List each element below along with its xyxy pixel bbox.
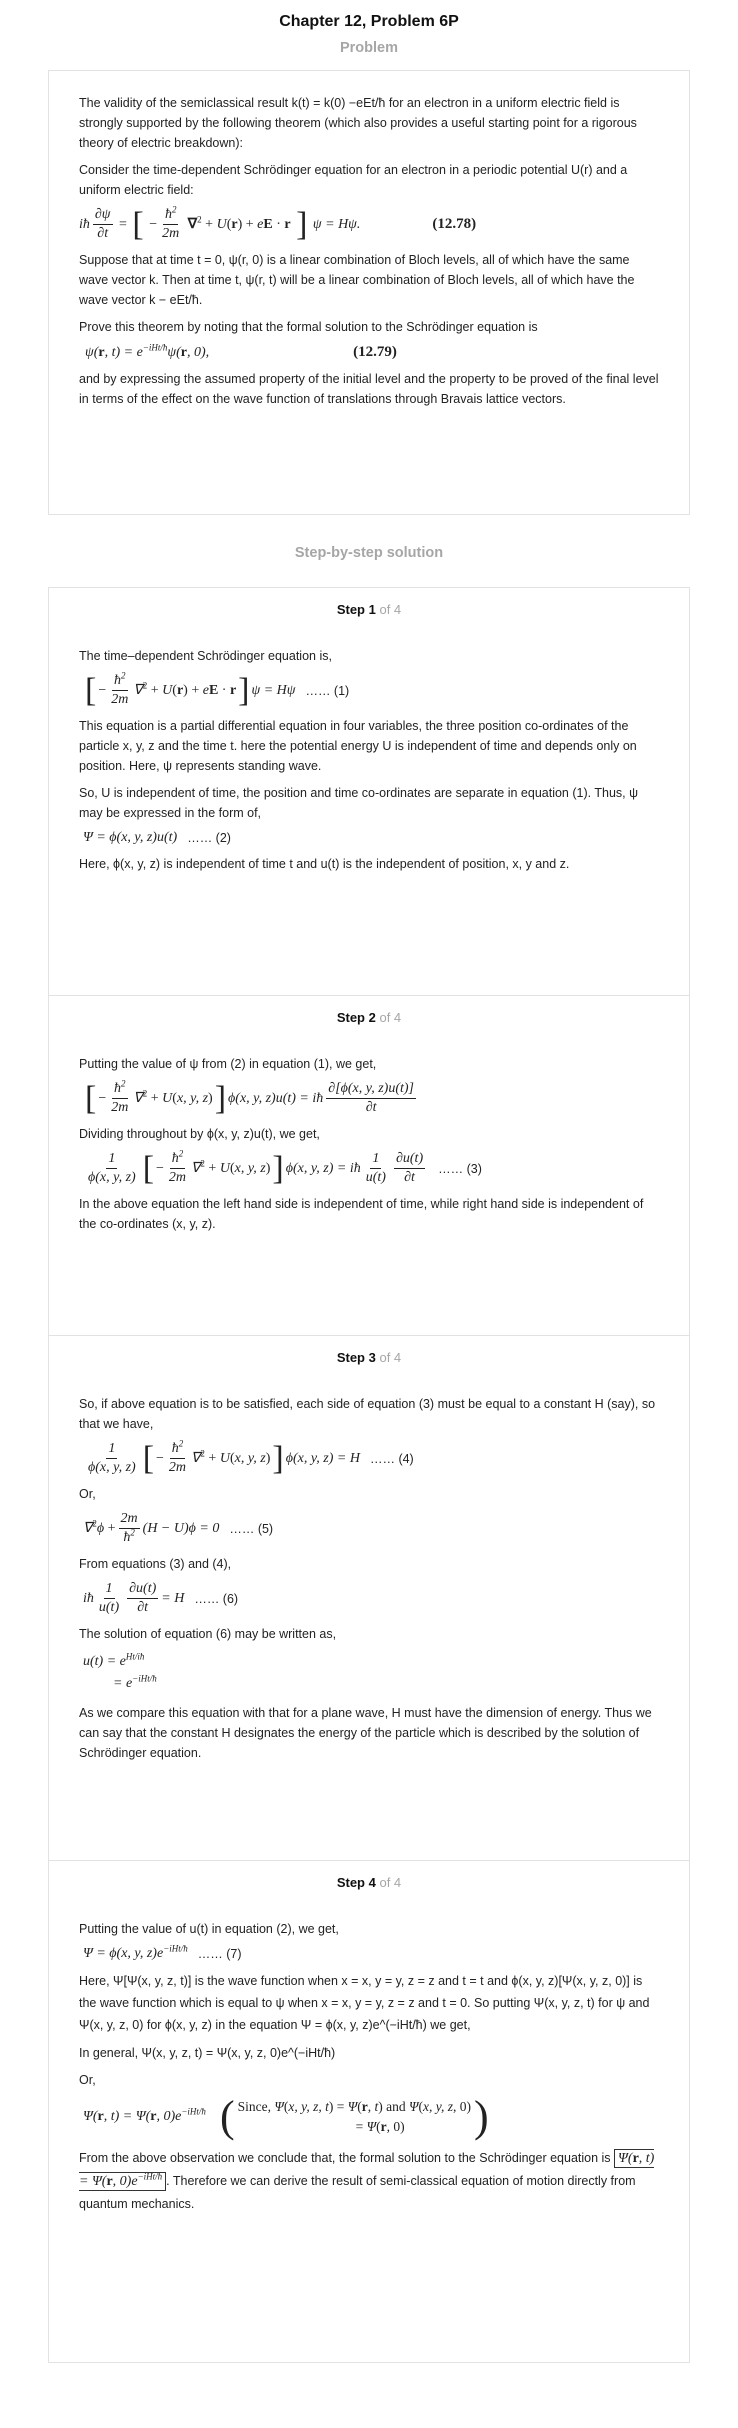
step-4-text-3: In general, Ψ(x, y, z, t) = Ψ(x, y, z, 0)e^(−iHt/ħ) <box>79 2046 336 2060</box>
step-4-equation-final: Ψ(r, t) = Ψ(r, $0)e^{-iHt/ħ}$ ( Since, Ψ(x, y, z, t) = Ψ(r, t) and Ψ(x, y, z, 0) = Ψ(r, 0) ) <box>83 2092 489 2141</box>
step-1-equation-2: Ψ = ϕ(x, y, z)u(t) …… (2) <box>83 830 231 845</box>
step-2-equation-1: [ − $\frac{ħ^2}{2m}$ ∇$^2$ + U(x, y, z) ] ϕ(x, y, z)u(t) = iħ $\frac{\partial[\phi(x, y, z)u(t)]}{\partial t}$ <box>85 1078 414 1117</box>
equation-label-12-78: (12.78) <box>432 216 477 232</box>
step-1-text-4: Here, ϕ(x, y, z) is independent of time t and u(t) is the independent of position, x, y and z. <box>79 857 570 871</box>
step-3-card <box>48 1336 690 1861</box>
step-4-text-4: From the above observation we conclude that, the formal solution to the Schrödinger equation is Ψ(r, t) = Ψ(r, $0)e^{-iHt/ħ}$ . Therefore we can derive the result of semi-classical equation of motion directly from quantum mechanics. <box>79 2151 655 2211</box>
step-3-text-4: As we compare this equation with that for a plane wave, H must have the dimension of energy. Thus we can say that the constant H designates the energy of the particle which is described by the solution of Schrödinger equation. <box>79 1706 652 1760</box>
step-4-text-2: Here, Ψ[Ψ(x, y, z, t)] is the wave function when x = x, y = y, z = z and t = t and ϕ(x, y, z)[Ψ(x, y, z, 0)] is the wave function which is equal to ψ when x = x, y = y, z = z and t = 0. So putting Ψ(x, y, z, t) for ψ and Ψ(x, y, z, 0) for ϕ(x, y, z) in the equation Ψ = ϕ(x, y, z)e^(−iHt/ħ) we get, <box>79 1974 650 2032</box>
equation-12-79: ψ(r, $t) = e^{-iHt/ħ}\psi(r$, 0), (12.79) <box>85 341 397 360</box>
step-1-equation-1: [ − $\frac{ħ^2}{2m}$ ∇$^2$ + U(r) + eE · r ] ψ = Hψ …… (1) <box>85 670 350 709</box>
step-3-text-3: The solution of equation (6) may be written as, <box>79 1627 337 1641</box>
step-3-equation-6: iħ $\frac{1}{u(t)}$ $\frac{\partial u(t)}{\partial t}$ = H …… (6) <box>83 1581 239 1615</box>
step-1-card <box>48 587 690 996</box>
step-3-text-2: From equations (3) and (4), <box>79 1557 232 1571</box>
step-2-card <box>48 996 690 1336</box>
step-2-text-1: Putting the value of ψ from (2) in equation (1), we get, <box>79 1057 377 1071</box>
problem-label: Problem <box>339 40 398 56</box>
solution-label: Step-by-step solution <box>294 545 444 561</box>
problem-text-1: The validity of the semiclassical result k(t) = k(0) −eEt/ħ for an electron in a uniform electric field is strongly supported by the following theorem (which also provides a useful starting point for a rigorous theory of electric breakdown): <box>79 96 637 150</box>
step-4-text-1: Putting the value of u(t) in equation (2), we get, <box>79 1922 339 1936</box>
problem-text-2: Consider the time-dependent Schrödinger equation for an electron in a periodic potential U(r) and a uniform electric field: <box>79 163 628 197</box>
step-1-text-2: This equation is a partial differential equation in four variables, the three position co-ordinates of the particle x, y, z and the time t. here the potential energy U is independent of time and depends only on position. Here, ψ represents standing wave. <box>79 719 637 773</box>
step-2-text-2: Dividing throughout by ϕ(x, y, z)u(t), we get, <box>79 1127 320 1141</box>
page-title: Chapter 12, Problem 6P <box>279 13 459 30</box>
step-4-heading: Step 4 of 4 <box>336 1875 402 1890</box>
step-2-heading: Step 2 of 4 <box>336 1010 402 1025</box>
step-3-heading: Step 3 of 4 <box>336 1350 402 1365</box>
step-3-text-1: So, if above equation is to be satisfied, each side of equation (3) must be equal to a constant H (say), so that we have, <box>79 1397 656 1431</box>
step-1-heading: Step 1 of 4 <box>336 602 402 617</box>
step-2-equation-2: $\frac{1}{\phi(x, y, z)}$ [ − $\frac{ħ^2}{2m}$ ∇$^2$ + U(x, y, z) ] ϕ(x, y, z) = iħ $\frac{1}{u(t)}$ $\frac{\partial u(t)}{\partial t}$ …… (3) <box>88 1148 482 1187</box>
problem-card <box>48 70 690 515</box>
final-solution-box: Ψ(r, t) = Ψ(r, $0)e^{-iHt/ħ}$ <box>79 2151 655 2189</box>
step-1-text-1: The time–dependent Schrödinger equation is, <box>79 649 332 663</box>
step-4-equation-7: Ψ = ϕ(x, y, $z)e^{-iHt/ħ}$ …… (7) <box>83 1943 242 1961</box>
step-1-text-3: So, U is independent of time, the position and time co-ordinates are separate in equation (1). Thus, ψ may be expressed in the form of, <box>79 786 639 820</box>
step-3-solution-equation: $u(t) = e^{Ht/iħ}$ = $e^{-iHt/ħ}$ <box>83 1651 157 1691</box>
step-3-equation-4: $\frac{1}{\phi(x, y, z)}$ [ − $\frac{ħ^2}{2m}$ ∇$^2$ + U(x, y, z) ] ϕ(x, y, z) = H …… (4) <box>88 1438 414 1477</box>
problem-text-4: Prove this theorem by noting that the formal solution to the Schrödinger equation is <box>79 320 538 334</box>
step-4-or: Or, <box>79 2073 96 2087</box>
step-3-equation-5: ∇$^2$ϕ + $\frac{2m}{ħ^2}$ (H − U)ϕ = 0 …… (5) <box>83 1511 274 1545</box>
step-3-or-1: Or, <box>79 1487 96 1501</box>
problem-text-3: Suppose that at time t = 0, ψ(r, 0) is a linear combination of Bloch levels, all of which have the same wave vector k. Then at time t, ψ(r, t) will be a linear combination of Bloch levels, all of which have the wave vector k − eEt/ħ. <box>79 253 635 307</box>
equation-12-78: iħ $\frac{\partial\psi}{\partial t}$ = [ − $\frac{ħ^2}{2m}$ ∇$^2$ + U(r) + eE · r ] ψ = Hψ. (12.78) <box>79 204 477 243</box>
equation-label-12-79: (12.79) <box>353 344 397 360</box>
problem-text-5: and by expressing the assumed property of the initial level and the property to be proved of the final level in terms of the effect on the wave function of translations through Bravais lattice vectors. <box>79 372 659 406</box>
step-4-card <box>48 1861 690 2363</box>
step-2-text-3: In the above equation the left hand side is independent of time, while right hand side is independent of the co-ordinates (x, y, z). <box>79 1197 644 1231</box>
